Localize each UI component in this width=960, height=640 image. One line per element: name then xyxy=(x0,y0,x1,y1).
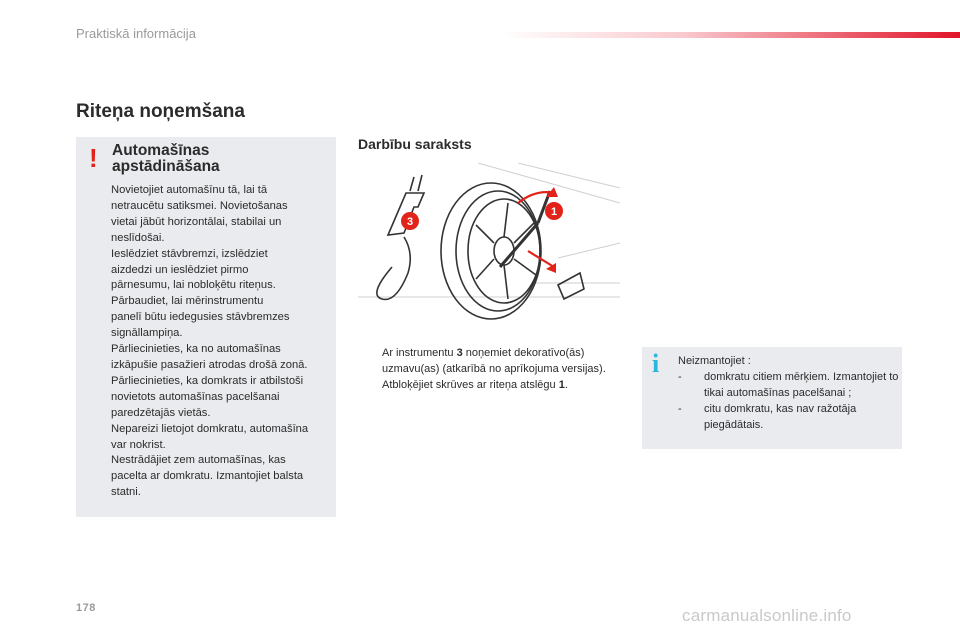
step-text: . xyxy=(564,379,568,391)
info-icon: i xyxy=(652,349,660,378)
info-list-item xyxy=(678,401,900,433)
step-item xyxy=(362,345,622,377)
info-text xyxy=(678,353,900,433)
warning-box xyxy=(76,137,336,517)
dash: - xyxy=(678,371,682,383)
procedure-steps xyxy=(362,345,622,393)
info-item-text: domkratu citiem mērķiem. Izmantojiet to tikai automašīnas pacelšanai ; xyxy=(704,371,899,399)
warning-title: Automašīnas apstādināšana xyxy=(112,142,220,175)
procedure-title: Darbību saraksts xyxy=(358,136,472,152)
step-ref: 3 xyxy=(456,347,463,359)
callout-1: 1 xyxy=(550,206,558,218)
callout-3: 3 xyxy=(406,216,414,228)
step-text: noņemiet dekoratīvo(ās) uzmavu(as) (atkarībā no aprīkojuma versijas). xyxy=(382,347,606,375)
warning-text: Novietojiet automašīnu tā, lai tā netraucētu satiksmei. Novietošanas vietai jābūt horizontālai, stabilai un neslīdošai. Ieslēdziet stāvbremzi, izslēdziet aizdedzi un ieslēdziet pirmo pārnesumu, lai nobloķētu riteņus. Pārbaudiet, lai mērinstrumentu panelī būtu iedegusies stāvbremzes signāllampiņa. Pārliecinieties, ka no automašīnas izkāpušie pasažieri atrodas drošā zonā. Pārliecinieties, ka domkrats ir atbilstoši novietots automašīnas pacelšanai paredzētajās vietās. Nepareizi lietojot domkratu, automašīna var nokrist. Nestrādājiet zem automašīnas, kas pacelta ar domkratu. Izmantojiet balsta statni. xyxy=(111,184,309,499)
step-ref: 1 xyxy=(558,379,565,391)
info-item-text: citu domkratu, kas nav ražotāja piegādātais. xyxy=(704,403,857,431)
wheel-illustration xyxy=(358,163,620,327)
step-text: Atbloķējiet skrūves ar riteņa atslēgu xyxy=(382,379,559,391)
page-number: 178 xyxy=(76,602,96,614)
header-accent-bar xyxy=(500,32,960,38)
section-header: Praktiskā informācija xyxy=(76,26,196,41)
info-list-item xyxy=(678,369,900,401)
warning-icon: ! xyxy=(89,143,98,173)
step-item xyxy=(362,377,622,393)
watermark: carmanualsonline.info xyxy=(682,606,852,625)
step-text: Ar instrumentu xyxy=(382,347,457,359)
info-box xyxy=(642,347,902,449)
info-intro: Neizmantojiet : xyxy=(678,355,751,367)
page-title: Riteņa noņemšana xyxy=(76,101,245,122)
dash: - xyxy=(678,403,682,415)
